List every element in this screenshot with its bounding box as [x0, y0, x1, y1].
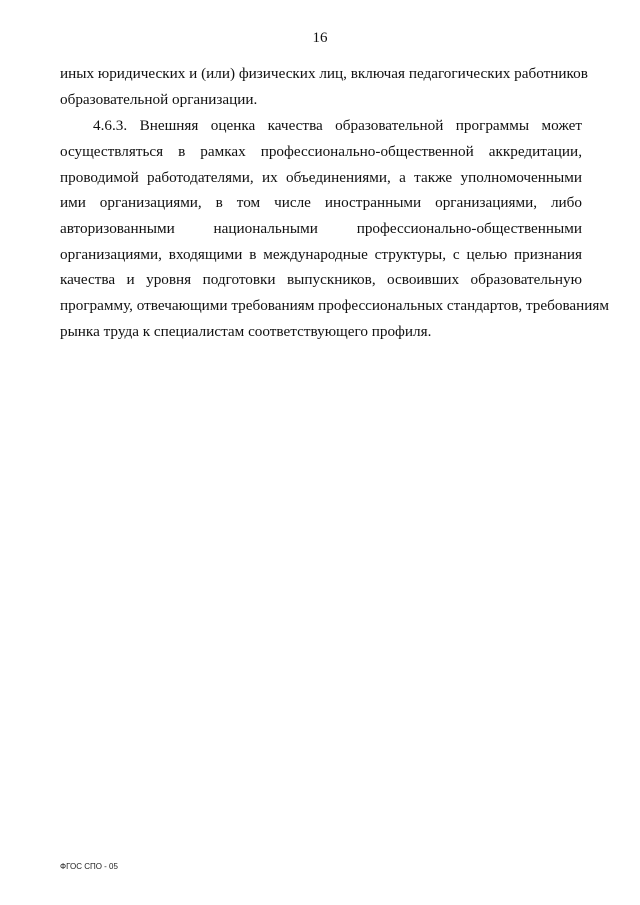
text-line: рынка труда к специалистам соответствующего профиля. [60, 323, 432, 340]
section-heading-line: 4.6.3. Внешняя оценка качества образовательной программы может [93, 117, 582, 134]
text-line: иных юридических и (или) физических лиц, включая педагогических работников [60, 65, 588, 82]
text-line: авторизованными национальными профессионально-общественными [60, 220, 582, 237]
text-line: проводимой работодателями, их объединениями, а также уполномоченными [60, 169, 582, 186]
page-number: 16 [312, 30, 328, 46]
text-line: качества и уровня подготовки выпускников, освоивших образовательную [60, 271, 582, 288]
footer-label: ФГОС СПО - 05 [60, 862, 118, 871]
text-line: организациями, входящими в международные структуры, с целью признания [60, 246, 582, 263]
text-line: ими организациями, в том числе иностранными организациями, либо [60, 194, 582, 211]
text-line: образовательной организации. [60, 91, 258, 108]
text-line: программу, отвечающими требованиям профессиональных стандартов, требованиям [60, 297, 610, 314]
text-line: осуществляться в рамках профессионально-общественной аккредитации, [60, 143, 582, 160]
